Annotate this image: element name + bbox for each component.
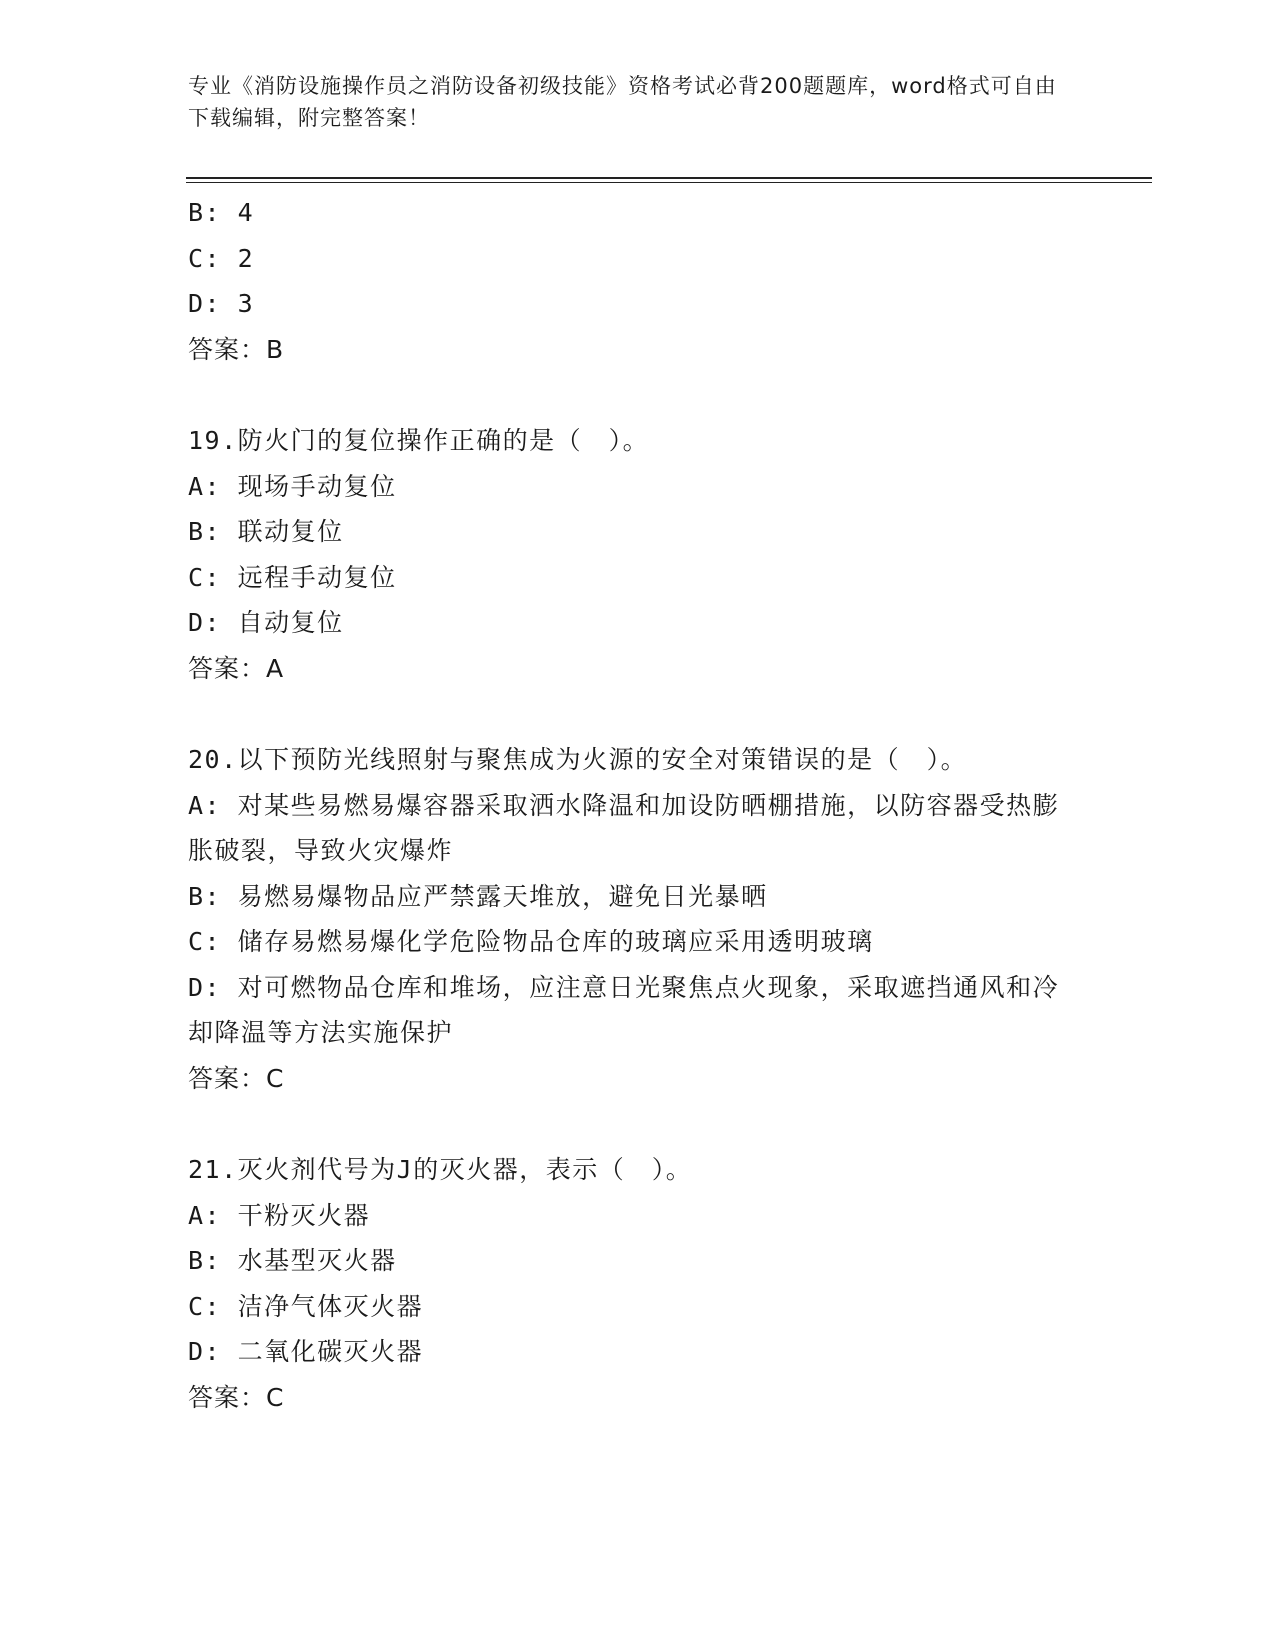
answer-line: 答案：C [188, 1382, 285, 1412]
option-d [188, 281, 1088, 327]
option-text: 自动复位 [237, 608, 344, 637]
option-text: 远程手动复位 [237, 562, 397, 592]
option-letter: D: [188, 1337, 222, 1366]
prev-question-tail [188, 190, 1088, 372]
header-rule-thick [186, 177, 1152, 179]
question-19 [188, 418, 1088, 691]
option-letter: D: [188, 289, 222, 318]
option-text: 现场手动复位 [237, 471, 397, 501]
answer-line: 答案：B [188, 334, 285, 364]
option-c [188, 919, 1088, 965]
option-letter: C: [188, 243, 222, 273]
option-text: 干粉灭火器 [237, 1200, 371, 1230]
option-b [188, 1238, 1088, 1284]
option-c [188, 1284, 1088, 1330]
option-text: 储存易燃易爆化学危险物品仓库的玻璃应采用透明玻璃 [237, 927, 874, 956]
option-letter: B: [188, 198, 222, 227]
question-stem: 20.以下预防光线照射与聚焦成为火源的安全对策错误的是（ ）。 [188, 745, 968, 774]
option-letter: D: [188, 608, 222, 637]
question-20 [188, 737, 1088, 1101]
spacer [188, 372, 1088, 418]
header-rule-thin [186, 182, 1152, 183]
option-a [188, 783, 1068, 874]
option-text: 洁净气体灭火器 [237, 1291, 424, 1321]
option-c [188, 555, 1088, 601]
option-letter: B: [188, 517, 222, 546]
option-a [188, 1193, 1088, 1239]
option-d [188, 600, 1088, 646]
option-text: 易燃易爆物品应严禁露天堆放，避免日光暴晒 [237, 881, 768, 911]
option-letter: B: [188, 881, 222, 911]
option-text: 对某些易燃易爆容器采取洒水降温和加设防晒棚措施，以防容器受热膨胀破裂，导致火灾爆炸 [188, 790, 1060, 865]
answer-line: 答案：A [188, 653, 285, 683]
option-b [188, 190, 1088, 236]
question-stem: 19.防火门的复位操作正确的是（ ）。 [188, 426, 650, 455]
question-21 [188, 1147, 1088, 1420]
question-list [188, 190, 1088, 1420]
option-text: 4 [237, 198, 255, 227]
option-text: 水基型灭火器 [237, 1246, 397, 1275]
option-letter: B: [188, 1246, 222, 1275]
option-letter: C: [188, 927, 222, 956]
option-letter: A: [188, 1200, 222, 1230]
option-text: 联动复位 [237, 517, 344, 546]
option-c [188, 236, 1088, 282]
option-a [188, 464, 1088, 510]
option-text: 二氧化碳灭火器 [237, 1337, 424, 1366]
option-b [188, 509, 1088, 555]
option-b [188, 874, 1088, 920]
option-letter: A: [188, 471, 222, 501]
option-d [188, 1329, 1088, 1375]
option-text: 3 [237, 289, 255, 318]
option-letter: C: [188, 1291, 222, 1321]
option-letter: A: [188, 790, 222, 820]
option-letter: D: [188, 972, 222, 1002]
answer-line: 答案：C [188, 1063, 285, 1093]
spacer [188, 1101, 1088, 1147]
question-stem: 21.灭火剂代号为J的灭火器，表示（ ）。 [188, 1155, 693, 1184]
option-text: 2 [237, 243, 255, 273]
option-letter: C: [188, 562, 222, 592]
spacer [188, 691, 1088, 737]
option-text: 对可燃物品仓库和堆场，应注意日光聚焦点火现象，采取遮挡通风和冷却降温等方法实施保护 [188, 972, 1060, 1047]
document-header: 专业《消防设施操作员之消防设备初级技能》资格考试必背200题题库，word格式可自由下载编辑，附完整答案！ [188, 74, 1057, 130]
option-d [188, 965, 1068, 1056]
